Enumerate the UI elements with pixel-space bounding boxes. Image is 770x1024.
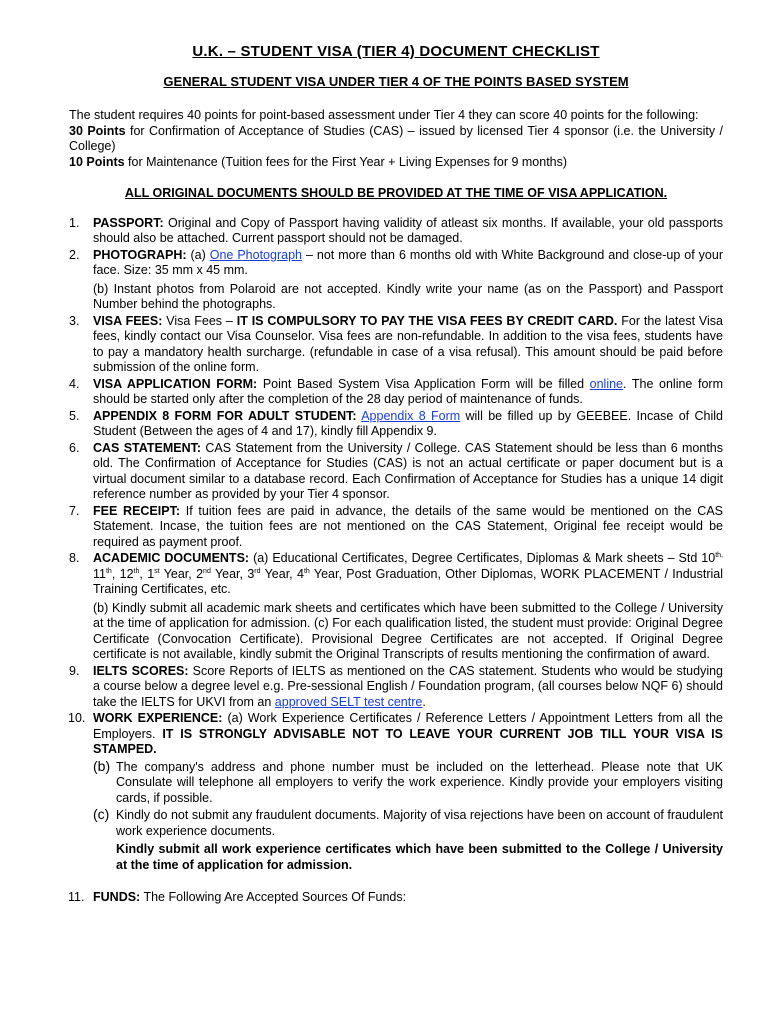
list-item-visa-fees: 3. VISA FEES: Visa Fees – IT IS COMPULSORY TO PAY THE VISA FEES BY CREDIT CARD. For the latest Visa fees, kindly contact our Visa Counselor. Visa fees are non-refundable. In addition to the visa fees, students have to pay a mandatory health surcharge. (refundable in case of a visa refusal). This amount should be paid before submission of the online form. (69, 313, 724, 374)
points-10-line: 10 Points for Maintenance (Tuition fees for the First Year + Living Expenses for 9 months) (69, 154, 568, 169)
intro-line: The student requires 40 points for point-based assessment under Tier 4 they can score 40 points for the following: (69, 108, 699, 122)
appendix-8-link[interactable]: Appendix 8 Form (361, 408, 461, 423)
list-item-cas-statement: 6. CAS STATEMENT: CAS Statement from the University / College. CAS Statement should be less than 6 months old. The Confirmation of Acceptance for Studies (CAS) is not an actual certificate or paper document but is a virtual document similar to a database record. Each Confirmation of Acceptance for Studies has a unique 14 digit reference number as provided by your Tier 4 sponsor. (69, 440, 724, 501)
checklist (69, 216, 723, 906)
original-documents-notice: ALL ORIGINAL DOCUMENTS SHOULD BE PROVIDED AT THE TIME OF VISA APPLICATION. (124, 186, 668, 200)
academic-note-b: (b) Kindly submit all academic mark sheets and certificates which have been submitted to the College / University at the time of application for admission. (c) For each qualification listed, the student must provide: Original Degree Certificate (Convocation Certificate). Provisional Degree Certificates are not accepted. If Original Degree certificate is not available, kindly submit the Original Transcripts of results mentioning the confirmation of award. (93, 600, 723, 661)
document-title: U.K. – STUDENT VISA (TIER 4) DOCUMENT CHECKLIST (192, 43, 600, 60)
list-item-photograph: 2. PHOTOGRAPH: (a) One Photograph – not more than 6 months old with White Background and close-up of your face. Size: 35 mm x 45 mm. (b) Instant photos from Polaroid are not accepted. Kindly write your name (as on the Passport) and Passport Number behind the photographs. (69, 247, 723, 311)
list-item-ielts-scores: 9. IELTS SCORES: Score Reports of IELTS as mentioned on the CAS statement. Students who would be studying a course below a degree level e.g. Pre-sessional English / Foundation program, (all courses below NQF 6) should take the IELTS for UKVI from an approved SELT test centre. (69, 663, 723, 709)
work-note-b: (b) The company's address and phone number must be included on the letterhead. Please note that UK Consulate will telephone all employers to verify the work experience. Kindly provide your employers visiting cards, if possible. (93, 757, 723, 805)
list-item-fee-receipt: 7. FEE RECEIPT: If tuition fees are paid in advance, the details of the same would be mentioned on the CAS Statement. Incase, the tuition fees are not mentioned on the CAS Statement, Original fee receipt would be required as payment proof. (69, 503, 723, 549)
list-item-work-experience: 10. WORK EXPERIENCE: (a) Work Experience Certificates / Reference Letters / Appointment Letters from all the Employers. IT IS STRONGLY ADVISABLE NOT TO LEAVE YOUR CURRENT JOB TILL YOUR VISA IS STAMPED. (b) The company's address and phone number must be included on the letterhead. Please note that UK Consulate will telephone all employers to verify the work experience. Kindly provide your employers visiting cards, if possible. (c) Kindly do not submit any fraudulent documents. Majority of visa rejections have been on account of fraudulent work experience documents. Kindly submit all work experience certificates which have been submitted to the College / University at the time of application for admission. (68, 711, 723, 872)
list-item-appendix-8: 5. APPENDIX 8 FORM FOR ADULT STUDENT: Appendix 8 Form will be filled up by GEEBEE. Incase of Child Student (Between the ages of 4 and 17), kindly fill Appendix 9. (69, 408, 723, 438)
document-subtitle: GENERAL STUDENT VISA UNDER TIER 4 OF THE POINTS BASED SYSTEM (163, 73, 629, 89)
intro-section (69, 108, 723, 170)
list-item-passport: 1. PASSPORT: Original and Copy of Passport having validity of atleast six months. If available, your old passports should also be attached. Current passport should not be damaged. (69, 215, 723, 245)
online-form-link[interactable]: online (589, 376, 624, 391)
photograph-note-b: (b) Instant photos from Polaroid are not accepted. Kindly write your name (as on the Passport) and Passport Number behind the photographs. (93, 281, 723, 311)
list-item-visa-application-form: 4. VISA APPLICATION FORM: Point Based System Visa Application Form will be filled online. The online form should be started only after the completion of the 28 day period of maintenance of funds. (69, 376, 723, 406)
points-30-line: 30 Points for Confirmation of Acceptance of Studies (CAS) – issued by licensed Tier 4 sponsor (i.e. the University / College) (69, 123, 723, 153)
work-experience-bold-note: Kindly submit all work experience certificates which have been submitted to the College / University at the time of application for admission. (116, 842, 723, 872)
document-page (69, 44, 723, 907)
list-item-academic-documents: 8. ACADEMIC DOCUMENTS: (a) Educational Certificates, Degree Certificates, Diplomas & Mark sheets – Std $10^{th,}$ 11th, 12th, 1st Year, 2nd Year, 3rd Year, 4th Year, Post Graduation, Other Diplomas, WORK PLACEMENT / Industrial Training Certificates, etc. (b) Kindly submit all academic mark sheets and certificates which have been submitted to the College / University at the time of application for admission. (c) For each qualification listed, the student must provide: Original Degree Certificate (Convocation Certificate). Provisional Degree Certificates are not accepted. If Original Degree certificate is not available, kindly submit the Original Transcripts of results mentioning the confirmation of award. (69, 551, 724, 661)
list-item-funds: 11. FUNDS: The Following Are Accepted Sources Of Funds: (68, 890, 407, 904)
one-photograph-link[interactable]: One Photograph (209, 247, 302, 262)
selt-test-centre-link[interactable]: approved SELT test centre (274, 694, 423, 709)
work-note-c: (c) Kindly do not submit any fraudulent documents. Majority of visa rejections have been on account of fraudulent work experience documents. (93, 806, 723, 838)
